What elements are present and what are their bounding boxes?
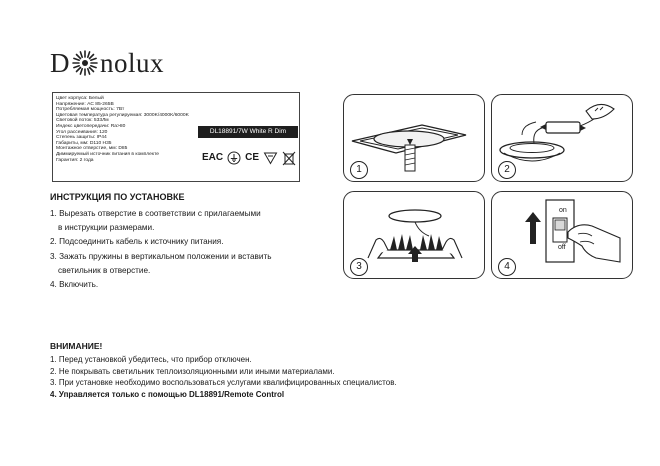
diagram-step-1 [343, 94, 485, 182]
spec-line: Угол рассеивания: 120 [56, 129, 108, 135]
install-step: 3. Зажать пружины в вертикальном положении и вставить [50, 251, 272, 261]
spec-line: Гарантия: 2 года [56, 157, 94, 163]
diagram-step-3 [343, 191, 485, 279]
weee-bin-icon [282, 151, 296, 166]
brand-name-rest: nolux [100, 47, 165, 78]
model-label: DL18891/7W White R Dim [198, 126, 298, 138]
spec-line: Цветовая температура регулируемая: 3000K/4000K/6000K [56, 112, 189, 118]
install-steps [50, 207, 330, 292]
spec-line: Напряжение: AC 85-265В [56, 101, 114, 107]
step-number: 2 [498, 161, 516, 179]
diagram-step-2 [491, 94, 633, 182]
spec-line: Потребляемая мощность: 7Вт [56, 107, 125, 113]
spec-box [52, 92, 300, 182]
spec-list [56, 96, 216, 163]
switch-off-label: off [558, 244, 566, 251]
warning-list [50, 354, 470, 400]
spec-line: Габариты, мм: D110 H35 [56, 140, 112, 146]
step-number: 1 [350, 161, 368, 179]
eac-mark: EAC [202, 152, 224, 163]
step-number: 4 [498, 258, 516, 276]
spec-line: Диммируемый источник питания в комплекте [56, 151, 159, 157]
switch-on-label: on [559, 207, 567, 214]
warning-title: ВНИМАНИЕ! [50, 341, 103, 351]
install-step: в инструкции размерами. [58, 223, 155, 233]
brand-logo [50, 46, 164, 80]
ce-mark: CE [245, 152, 259, 163]
brand-letter-d: D [50, 47, 70, 78]
install-step: 1. Вырезать отверстие в соответствии с прилагаемыми [50, 209, 261, 218]
spec-line: Цвет корпуса: Белый [56, 96, 104, 101]
spec-line: Индекс цветопередачи: Ra>80 [56, 123, 126, 129]
spec-line: Монтажное отверстие, мм: D85 [56, 146, 128, 152]
diagram-step-4 [491, 191, 633, 279]
warning-item: 1. Перед установкой убедитесь, что прибор отключен. [50, 355, 252, 364]
warning-item: 3. При установке необходимо воспользоваться услугами квалифицированных специалистов. [50, 378, 397, 388]
spec-line: Степень защиты: IP44 [56, 135, 107, 141]
spec-line: Световой поток: 533Лм [56, 118, 109, 124]
warning-item: 4. Управляется только с помощью DL18891/Remote Control [50, 389, 285, 399]
install-step: 4. Включить. [50, 280, 99, 290]
ground-icon [227, 151, 241, 165]
step-number: 3 [350, 258, 368, 276]
install-title: ИНСТРУКЦИЯ ПО УСТАНОВКЕ [50, 192, 185, 202]
certification-marks [202, 150, 296, 166]
install-step: 2. Подсоединить кабель к источнику питания. [50, 237, 224, 247]
luminaire-symbol-icon [263, 151, 278, 165]
sunburst-logo-icon [71, 49, 99, 77]
warning-item: 2. Не покрывать светильник теплоизоляционными или иными материалами. [50, 366, 335, 376]
install-step: светильник в отверстие. [58, 265, 151, 275]
